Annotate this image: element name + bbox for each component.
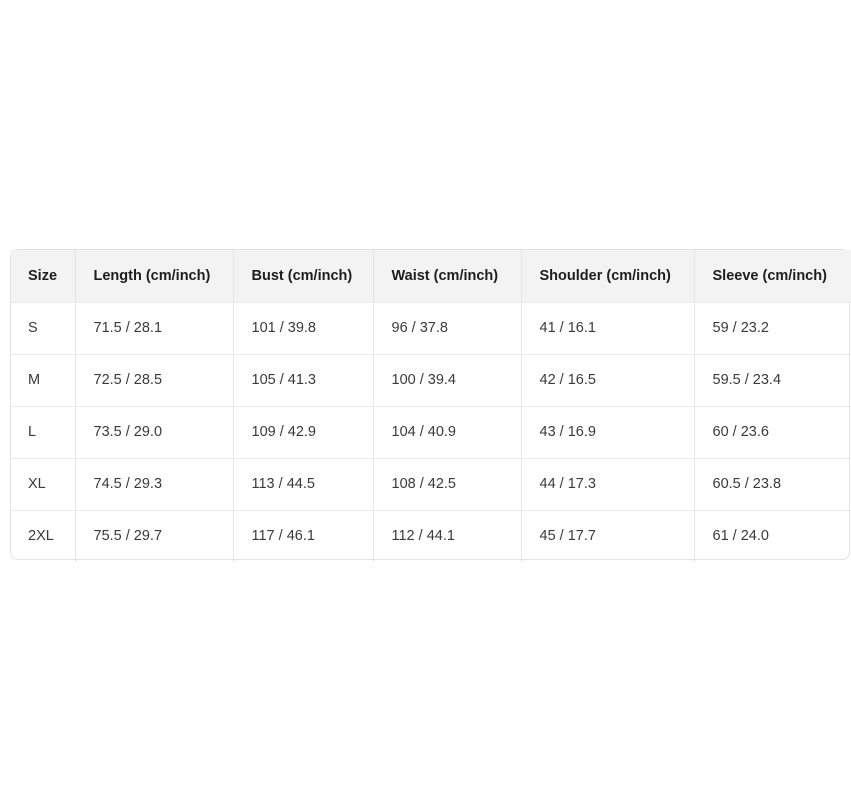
header-waist: Waist (cm/inch) [373,250,521,302]
cell-sleeve: 59 / 23.2 [694,302,851,354]
cell-shoulder: 43 / 16.9 [521,406,694,458]
cell-size: L [11,406,75,458]
table-row [11,354,851,406]
cell-sleeve: 59.5 / 23.4 [694,354,851,406]
size-chart-body [11,302,851,562]
table-row [11,302,851,354]
cell-bust: 101 / 39.8 [233,302,373,354]
cell-size: M [11,354,75,406]
cell-length: 74.5 / 29.3 [75,458,233,510]
cell-shoulder: 41 / 16.1 [521,302,694,354]
cell-size: 2XL [11,510,75,562]
cell-bust: 117 / 46.1 [233,510,373,562]
cell-size: S [11,302,75,354]
cell-sleeve: 61 / 24.0 [712,528,769,545]
header-size: Size [11,250,75,302]
size-chart-viewport[interactable] [10,249,827,562]
cell-shoulder: 45 / 17.7 [521,510,694,562]
cell-sleeve: 60.5 / 23.8 [694,458,851,510]
size-chart-header [11,250,851,302]
header-length: Length (cm/inch) [75,250,233,302]
header-bust: Bust (cm/inch) [233,250,373,302]
header-sleeve: Sleeve (cm/inch) [694,250,851,302]
cell-waist: 104 / 40.9 [373,406,521,458]
table-row [11,510,851,562]
cell-length: 73.5 / 29.0 [75,406,233,458]
cell-length: 75.5 / 29.7 [75,510,233,562]
cell-size: XL [11,458,75,510]
header-shoulder: Shoulder (cm/inch) [521,250,694,302]
cell-sleeve: 60 / 23.6 [694,406,851,458]
cell-shoulder: 42 / 16.5 [521,354,694,406]
size-chart-container [10,249,850,560]
table-row [11,406,851,458]
cell-bust: 105 / 41.3 [233,354,373,406]
cell-bust: 113 / 44.5 [233,458,373,510]
header-row [11,250,851,302]
cell-length: 72.5 / 28.5 [75,354,233,406]
cell-waist: 96 / 37.8 [373,302,521,354]
cell-shoulder: 44 / 17.3 [521,458,694,510]
cell-waist: 108 / 42.5 [373,458,521,510]
cell-waist: 112 / 44.1 [373,510,521,562]
cell-length: 71.5 / 28.1 [75,302,233,354]
size-chart-table [11,250,851,562]
table-row [11,458,851,510]
cell-bust: 109 / 42.9 [233,406,373,458]
cell-waist: 100 / 39.4 [373,354,521,406]
